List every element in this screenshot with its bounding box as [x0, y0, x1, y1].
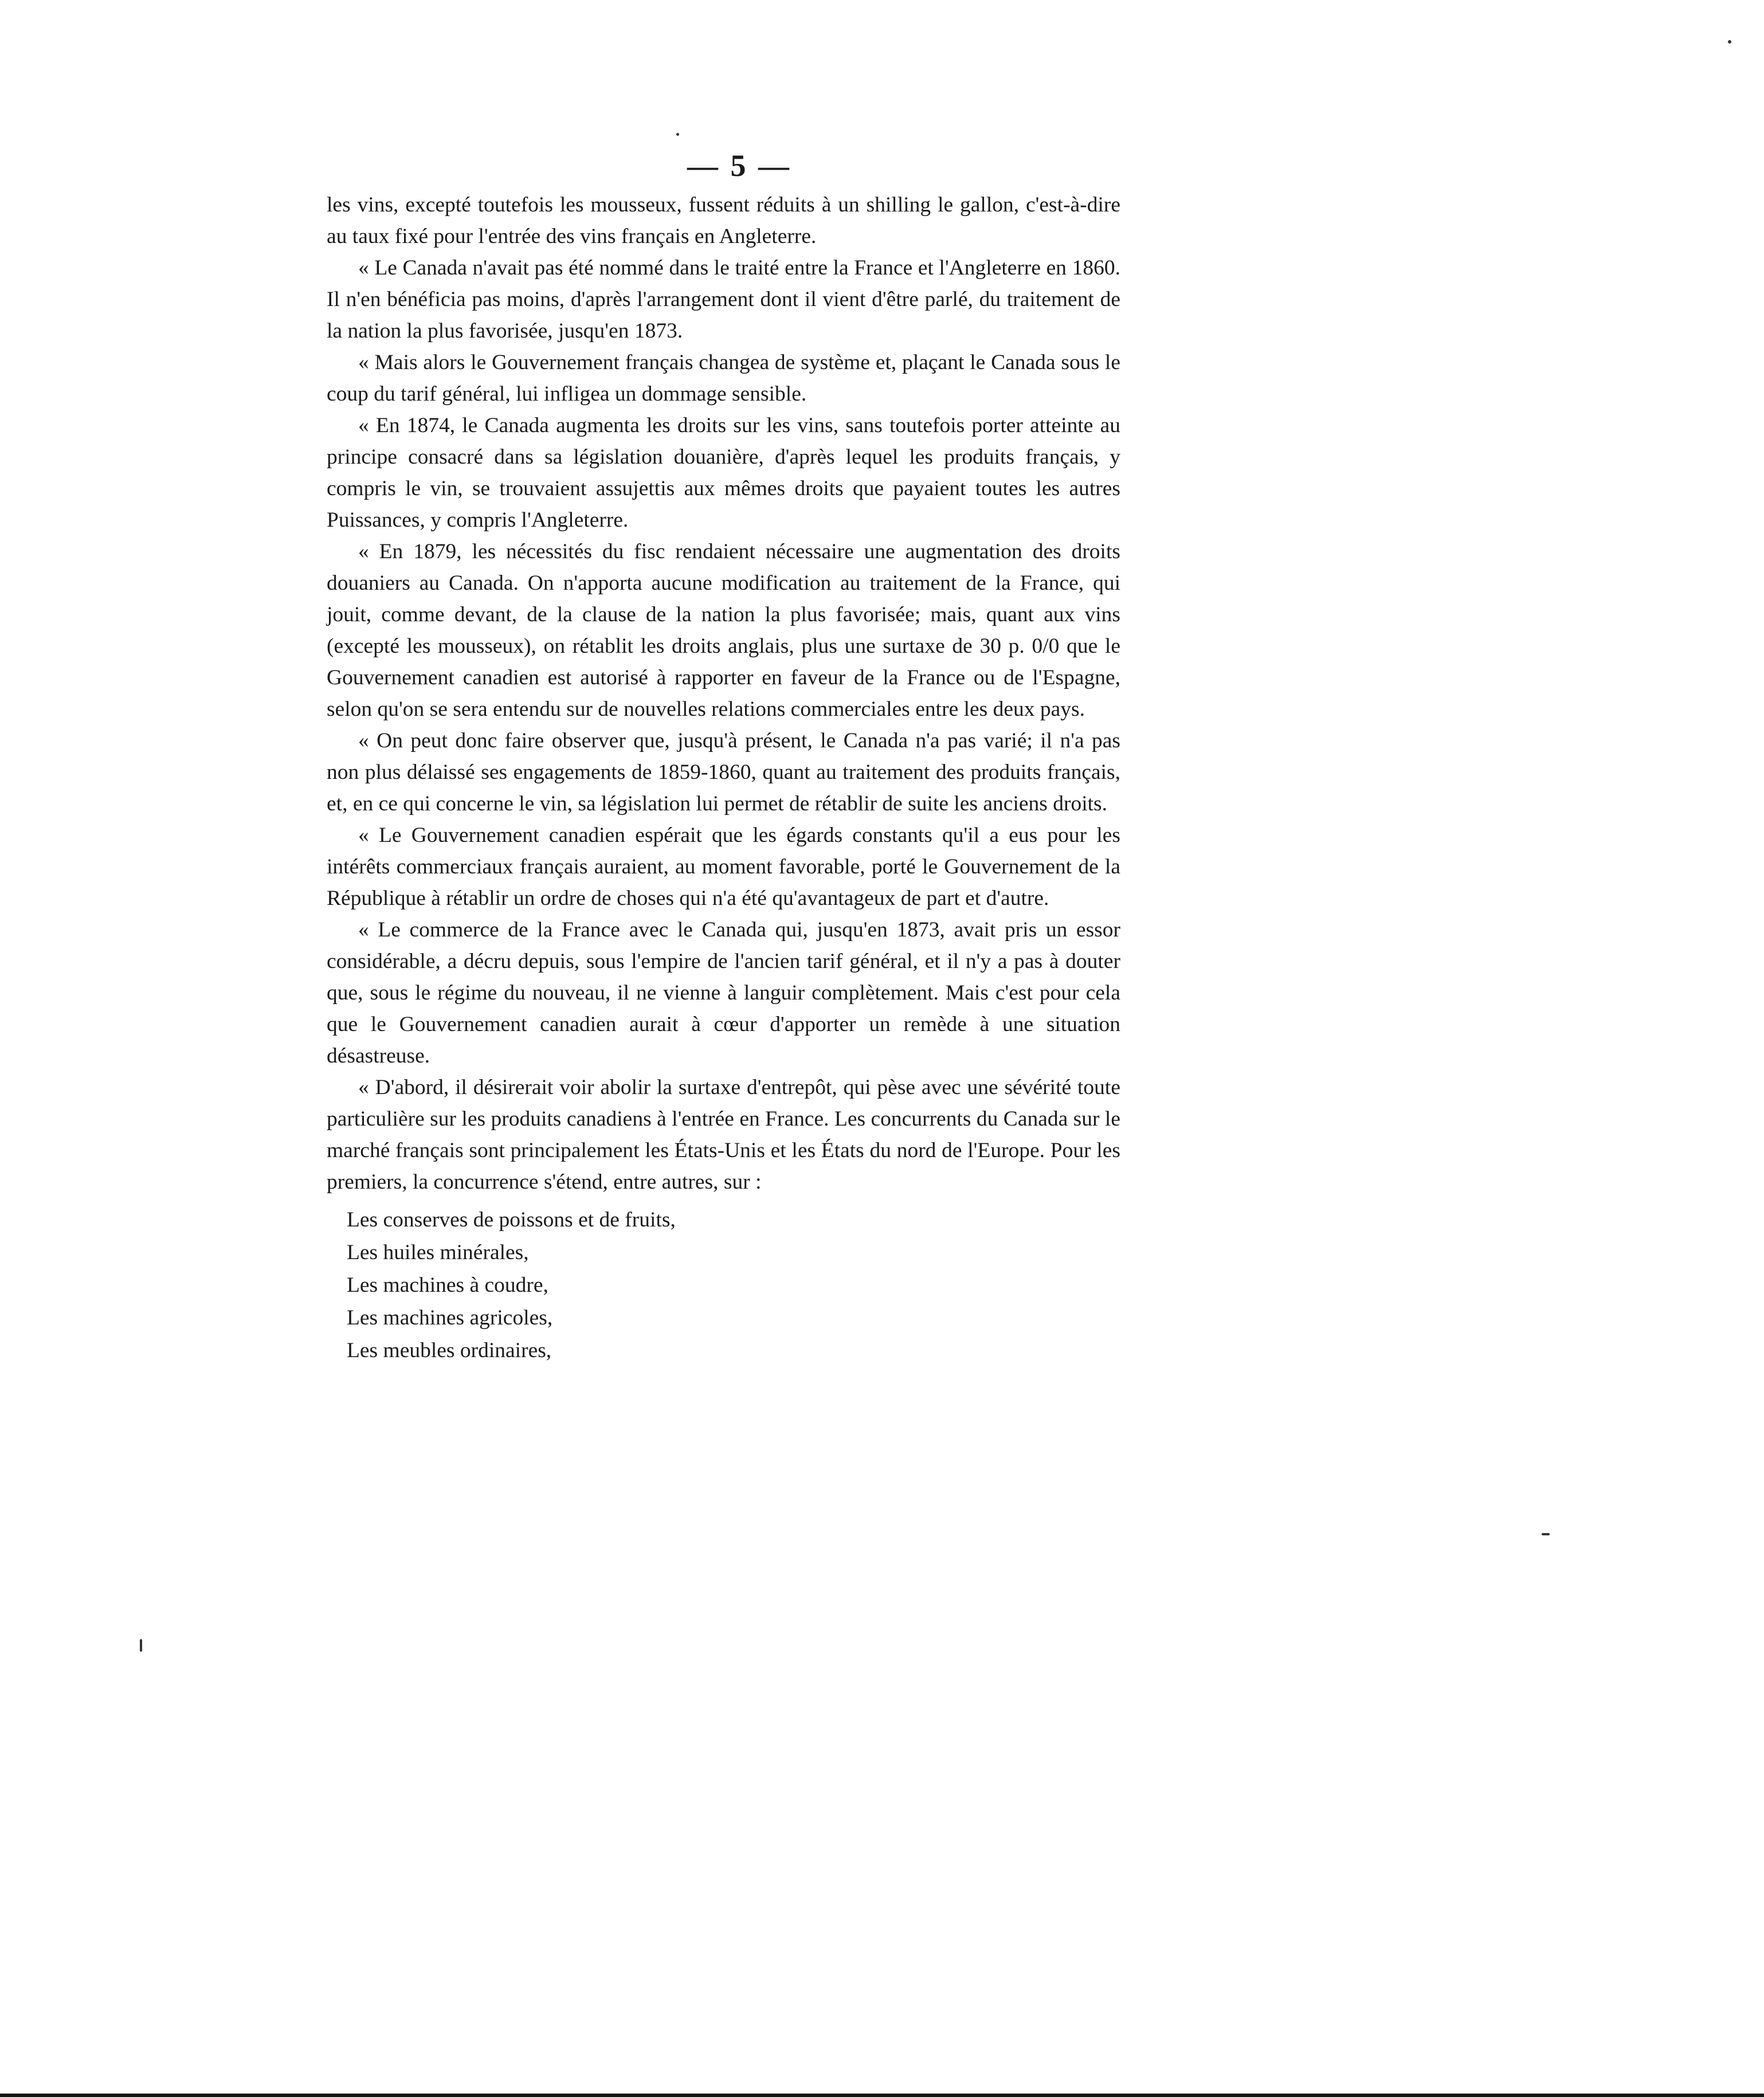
- paragraph: « Mais alors le Gouvernement français changea de système et, plaçant le Canada sous le coup du tarif général, lui infligea un dommage sensible.: [327, 351, 1120, 406]
- paragraph: « D'abord, il désirerait voir abolir la surtaxe d'entrepôt, qui pèse avec une sévérité toute particulière sur les produits canadiens à l'entrée en France. Les concurrents du Canada sur le marché français sont principalement les États-Unis et les États du nord de l'Europe. Pour les premiers, la concurrence s'étend, entre autres, sur :: [327, 1076, 1120, 1194]
- list-item: Les meubles ordinaires,: [347, 1339, 552, 1362]
- scan-speck: [140, 1639, 142, 1652]
- scan-speck: [1728, 40, 1731, 44]
- scan-edge: [0, 2094, 1764, 2097]
- list-item: Les huiles minérales,: [347, 1241, 529, 1264]
- paragraph: « En 1879, les nécessités du fisc rendaient nécessaire une augmentation des droits douaniers au Canada. On n'apporta aucune modification au traitement de la France, qui jouit, comme devant, de la clause de la nation la plus favorisée; mais, quant aux vins (excepté les mousseux), on rétablit les droits anglais, plus une surtaxe de 30 p. 0/0 que le Gouvernement canadien est autorisé à rapporter en faveur de la France ou de l'Espagne, selon qu'on se sera entendu sur de nouvelles relations commerciales entre les deux pays.: [327, 540, 1120, 721]
- product-list: [327, 1204, 1120, 1367]
- paragraph: « En 1874, le Canada augmenta les droits sur les vins, sans toutefois porter atteinte au principe consacré dans sa législation douanière, d'après lequel les produits français, y compris le vin, se trouvaient assujettis aux mêmes droits que payaient toutes les autres Puissances, y compris l'Angleterre.: [327, 414, 1120, 532]
- paragraph: « Le Canada n'avait pas été nommé dans le traité entre la France et l'Angleterre en 1860. Il n'en bénéficia pas moins, d'après l'arrangement dont il vient d'être parlé, du traitement de la nation la plus favorisée, jusqu'en 1873.: [327, 256, 1120, 343]
- paragraph: les vins, excepté toutefois les mousseux, fussent réduits à un shilling le gallon, c'est-à-dire au taux fixé pour l'entrée des vins français en Angleterre.: [327, 193, 1120, 248]
- list-item: Les machines à coudre,: [347, 1273, 548, 1297]
- list-item: Les machines agricoles,: [347, 1306, 553, 1330]
- paragraph: « On peut donc faire observer que, jusqu'à présent, le Canada n'a pas varié; il n'a pas non plus délaissé ses engagements de 1859-1860, quant au traitement des produits français, et, en ce qui concerne le vin, sa législation lui permet de rétablir de suite les anciens droits.: [327, 729, 1120, 816]
- list-item: Les conserves de poissons et de fruits,: [347, 1208, 676, 1232]
- paragraph: « Le commerce de la France avec le Canada qui, jusqu'en 1873, avait pris un essor considérable, a décru depuis, sous l'empire de l'ancien tarif général, et il n'y a pas à douter que, sous le régime du nouveau, il ne vienne à languir complètement. Mais c'est pour cela que le Gouvernement canadien aurait à cœur d'apporter un remède à une situation désastreuse.: [327, 918, 1120, 1068]
- paragraph: « Le Gouvernement canadien espérait que les égards constants qu'il a eus pour les intérêts commerciaux français auraient, au moment favorable, porté le Gouvernement de la République à rétablir un ordre de choses qui n'a été qu'avantageux de part et d'autre.: [327, 824, 1120, 910]
- page-number: — 5 —: [687, 148, 791, 183]
- body-text: [327, 189, 1120, 1367]
- scan-speck: [676, 133, 679, 136]
- scan-speck: [1542, 1533, 1550, 1535]
